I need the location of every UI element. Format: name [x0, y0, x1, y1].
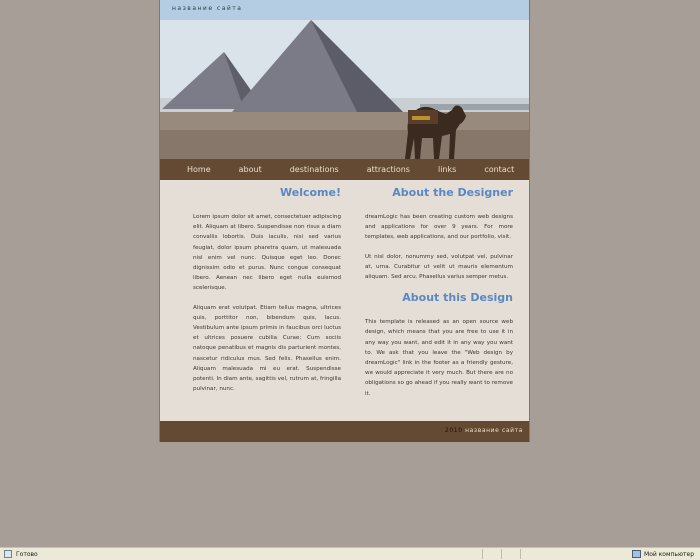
- computer-icon: [632, 550, 641, 558]
- left-column: [193, 186, 341, 403]
- nav-destinations[interactable]: destinations: [289, 165, 339, 174]
- footer-site-name: название сайта: [465, 427, 523, 434]
- nav-about[interactable]: about: [238, 165, 262, 174]
- browser-status-bar: [0, 547, 700, 560]
- designer-paragraph-2: Ut nisl dolor, nonummy sed, volutpat vel, pulvinar at, urna. Curabitur ut velit ut mauris elementum aliquam. Sed arcu. Phasellus varius semper metus.: [365, 253, 513, 281]
- page-icon: [4, 550, 12, 558]
- status-divider: [482, 549, 483, 559]
- status-zone: Мой компьютер: [644, 550, 694, 558]
- nav-attractions[interactable]: attractions: [366, 165, 410, 174]
- status-divider: [501, 549, 502, 559]
- welcome-paragraph-2: Aliquam erat volutpat. Etiam tellus magna, ultrices quis, porttitor non, bibendum quis, lacus. Vestibulum ante ipsum primis in faucibus orci luctus et ultrices posuere cubilia Curae; Cum sociis natoque penatibus et magnis dis parturient montes, nascetur ridiculus mus. Sed felis. Phasellus enim. Aliquam malesuada mi eu erat. Suspendisse potenti. In diam ante, sagittis vel, rutrum at, fringilla pulvinar, nunc.: [193, 304, 341, 393]
- nav-links[interactable]: links: [437, 165, 457, 174]
- welcome-paragraph-1: Lorem ipsum dolor sit amet, consectetuer adipiscing elit. Aliquam at libero. Suspendisse non risus a diam convallis lobortis. Duis iaculis, nisi sed varius feugiat, dolor ipsum pharetra quam, ut malesuada nisl enim vel nunc. Quisque eget leo. Donec dignissim odio et purus. Nunc congue consequat libero. Aenean nec libero eget nulla euismod scelerisque.: [193, 214, 341, 292]
- footer: [160, 421, 529, 442]
- pyramids-illustration: [160, 20, 529, 159]
- status-right: [632, 550, 700, 558]
- header-image: [160, 20, 529, 159]
- status-divider: [520, 549, 521, 559]
- nav-home[interactable]: Home: [187, 165, 211, 174]
- designer-heading: About the Designer: [392, 186, 513, 199]
- page-container: [160, 0, 529, 442]
- design-paragraph: This template is released as an open source web design, which means that you are free to use it in any way you want, and edit it in any way you want to. We ask that you leave the "Web design by dreamLogic" link in the footer as a friendly gesture, we would appreciate it very much. But there are no obligations so go ahead if you really want to remove it.: [365, 319, 513, 397]
- design-heading: About this Design: [402, 291, 513, 305]
- main-navigation: [160, 159, 529, 180]
- status-left: [0, 550, 482, 558]
- welcome-heading: Welcome!: [280, 186, 341, 199]
- designer-paragraph-1: dreamLogic has been creating custom web designs and applications for over 9 years. For more templates, web applications, and our portfolio, visit.: [365, 214, 513, 241]
- top-bar: [160, 0, 529, 20]
- main-content: [160, 180, 529, 422]
- footer-text: [445, 427, 523, 434]
- site-title: название сайта: [172, 5, 243, 12]
- right-column: [365, 186, 513, 408]
- status-text: Готово: [16, 550, 38, 558]
- footer-year: 2010: [444, 427, 463, 434]
- nav-contact[interactable]: contact: [484, 165, 515, 174]
